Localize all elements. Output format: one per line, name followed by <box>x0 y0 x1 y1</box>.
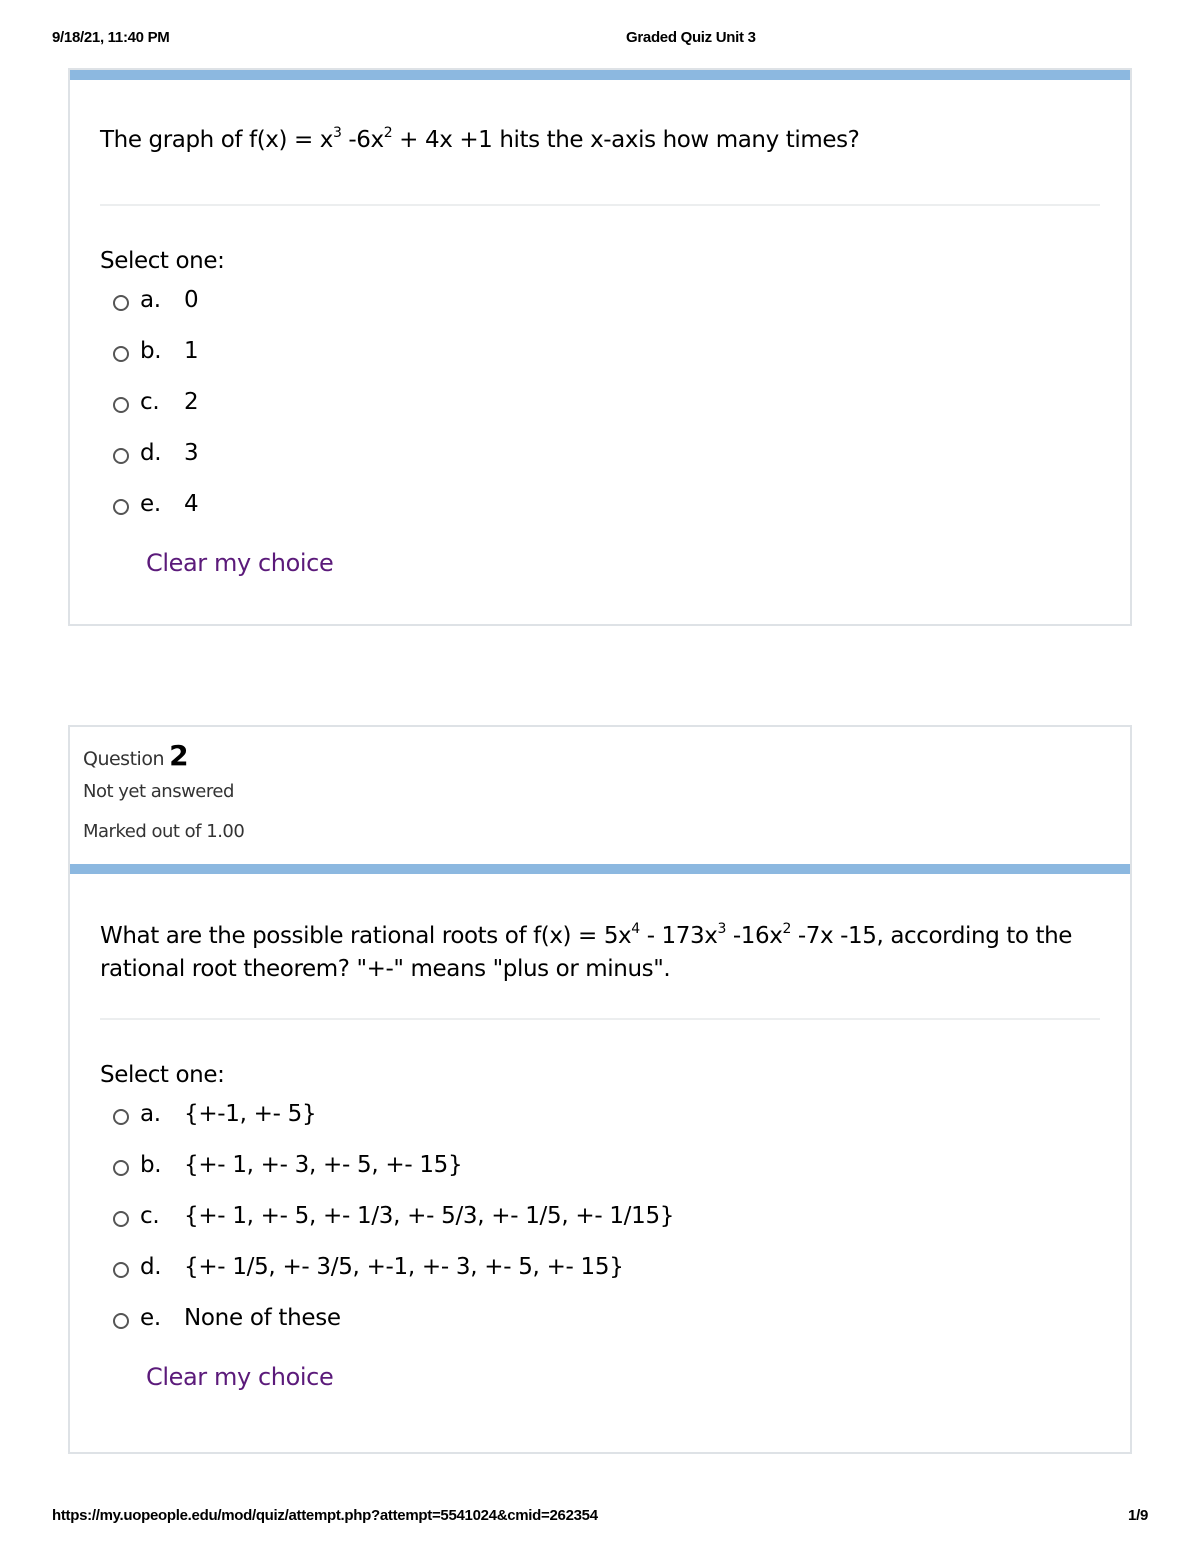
question-number-value: 2 <box>169 739 189 772</box>
print-url: https://my.uopeople.edu/mod/quiz/attempt.php?attempt=5541024&cmid=262354 <box>52 1507 598 1524</box>
radio-button-icon[interactable] <box>113 499 129 515</box>
radio-button-icon[interactable] <box>113 397 129 413</box>
answer-letter: e. <box>140 1305 161 1331</box>
answer-text: {+- 1, +- 5, +- 1/3, +- 5/3, +- 1/5, +- 1/15} <box>184 1203 675 1229</box>
answer-option-c[interactable] <box>100 389 1100 447</box>
radio-button-icon[interactable] <box>113 1211 129 1227</box>
answer-text: None of these <box>184 1305 341 1331</box>
answer-letter: a. <box>140 1101 161 1127</box>
question-1-text: The graph of $f(x) = x^3$ $-6x^2 + 4x +1$ hits the x-axis how many times? <box>100 125 860 153</box>
print-footer <box>52 1507 1148 1527</box>
answer-text: {+-1, +- 5} <box>184 1101 317 1127</box>
answer-option-e[interactable] <box>100 1305 1100 1363</box>
answer-letter: a. <box>140 287 161 313</box>
answer-option-b[interactable] <box>100 338 1100 396</box>
question-1-answers <box>100 287 1100 549</box>
select-one-label: Select one: <box>100 248 225 274</box>
radio-button-icon[interactable] <box>113 1262 129 1278</box>
select-one-label: Select one: <box>100 1062 225 1088</box>
question-number <box>83 739 1117 781</box>
answer-option-e[interactable] <box>100 491 1100 549</box>
answer-text: {+- 1/5, +- 3/5, +-1, +- 3, +- 5, +- 15} <box>184 1254 624 1280</box>
answer-letter: d. <box>140 440 162 466</box>
print-page-number: 1/9 <box>1128 1507 1148 1524</box>
question-2-info <box>70 727 1130 851</box>
question-2-answers <box>100 1101 1100 1363</box>
answer-text: 2 <box>184 389 199 415</box>
question-label: Question <box>83 748 164 770</box>
answer-text: 0 <box>184 287 199 313</box>
answer-text: 3 <box>184 440 199 466</box>
question-1-header-bar <box>70 70 1130 80</box>
question-grade: Marked out of 1.00 <box>83 821 245 842</box>
answer-letter: b. <box>140 338 162 364</box>
answer-text: 4 <box>184 491 199 517</box>
question-2-text: What are the possible rational roots of $f(x) = 5x^4 - 173x^3$ $-16x^2$ -7x -15, according to the rational root theorem? "+-" means "plus or minus". <box>100 921 1073 982</box>
radio-button-icon[interactable] <box>113 448 129 464</box>
answer-letter: e. <box>140 491 161 517</box>
question-2-header-bar <box>70 864 1130 874</box>
clear-choice-link[interactable]: Clear my choice <box>146 1363 334 1391</box>
answer-text: {+- 1, +- 3, +- 5, +- 15} <box>184 1152 463 1178</box>
print-header <box>52 29 1148 49</box>
radio-button-icon[interactable] <box>113 1313 129 1329</box>
print-datetime: 9/18/21, 11:40 PM <box>52 29 170 46</box>
answer-option-d[interactable] <box>100 440 1100 498</box>
answer-letter: d. <box>140 1254 162 1280</box>
answer-letter: c. <box>140 389 160 415</box>
radio-button-icon[interactable] <box>113 1160 129 1176</box>
radio-button-icon[interactable] <box>113 346 129 362</box>
question-2-formulation <box>70 874 1130 1391</box>
question-1-formulation <box>70 80 1130 577</box>
answer-option-a[interactable] <box>100 287 1100 345</box>
radio-button-icon[interactable] <box>113 1109 129 1125</box>
question-2-card <box>68 725 1132 1454</box>
answer-letter: c. <box>140 1203 160 1229</box>
answer-letter: b. <box>140 1152 162 1178</box>
radio-button-icon[interactable] <box>113 295 129 311</box>
question-1-card <box>68 68 1132 626</box>
answer-text: 1 <box>184 338 199 364</box>
question-state: Not yet answered <box>83 781 234 802</box>
print-title: Graded Quiz Unit 3 <box>626 29 756 46</box>
clear-choice-link[interactable]: Clear my choice <box>146 549 334 577</box>
